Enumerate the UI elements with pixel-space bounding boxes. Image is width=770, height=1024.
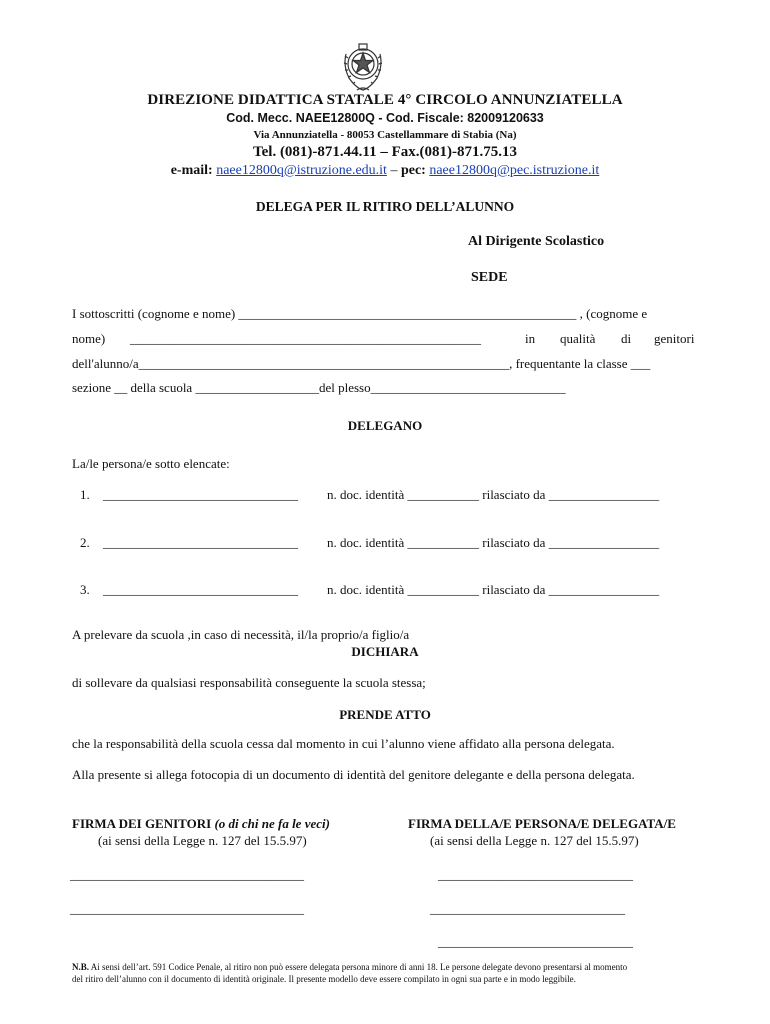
recipient-line2: SEDE xyxy=(471,270,508,285)
email-label: e-mail: xyxy=(170,163,213,178)
body-line2-c: in xyxy=(525,331,536,346)
delegano-heading: DELEGANO xyxy=(347,418,423,433)
person-2-number: 2. xyxy=(80,535,90,550)
republic-emblem-icon xyxy=(340,40,386,94)
body-line2-b: ______________________________________________________ xyxy=(130,331,481,346)
person-3-name: ______________________________ xyxy=(103,582,298,597)
body-line4: sezione __ della scuola ___________________del plesso______________________________ xyxy=(72,380,566,395)
parents-signature-title: FIRMA DEI GENITORI (o di chi ne fa le veci) xyxy=(72,816,330,831)
person-3-number: 3. xyxy=(80,582,90,597)
body-line2-a: nome) xyxy=(72,331,106,346)
pec-label: pec: xyxy=(400,163,426,178)
person-1-doc: n. doc. identità ___________ rilasciato da _________________ xyxy=(327,487,660,502)
parents-signature-sub: (ai sensi della Legge n. 127 del 15.5.97) xyxy=(98,833,307,848)
body-line2-d: qualità xyxy=(560,331,596,346)
allega-text: Alla presente si allega fotocopia di un documento di identità del genitore delegante e della persona delegata. xyxy=(72,767,635,782)
body-line2-e: di xyxy=(621,331,632,346)
delegate-signature-title: FIRMA DELLA/E PERSONA/E DELEGATA/E xyxy=(408,816,676,831)
delegate-signature-line-2: ______________________________ xyxy=(430,901,625,916)
prende-atto-heading: PRENDE ATTO xyxy=(339,707,431,722)
legal-note-label: N.B. xyxy=(72,962,90,972)
legal-note-line1: N.B. Ai sensi dell’art. 591 Codice Penale, al ritiro non può essere delegata persona minore di anni 18. Le persone delegate devono presentarsi al momento xyxy=(72,962,628,972)
delegate-signature-line-1: ______________________________ xyxy=(438,867,633,882)
body-line3: dell'alunno/a_________________________________________________________, frequentante la classe ___ xyxy=(72,356,651,371)
delegate-signature-sub: (ai sensi della Legge n. 127 del 15.5.97) xyxy=(430,833,639,848)
person-1-number: 1. xyxy=(80,487,90,502)
legal-note-line2: del ritiro dell’alunno con il documento di identità originale. Il presente modello deve essere compilato in ogni sua parte e in modo leggibile. xyxy=(72,974,576,984)
school-email-line: e-mail: naee12800q@istruzione.edu.it – pec: naee12800q@pec.istruzione.it xyxy=(170,163,600,178)
body-line2-f: genitori xyxy=(654,331,695,346)
recipient-line1: Al Dirigente Scolastico xyxy=(468,234,605,249)
pec-link[interactable]: naee12800q@pec.istruzione.it xyxy=(429,163,600,178)
school-phone: Tel. (081)-871.44.11 – Fax.(081)-871.75.13 xyxy=(252,144,517,160)
person-1-name: ______________________________ xyxy=(103,487,298,502)
school-address: Via Annunziatella - 80053 Castellammare di Stabia (Na) xyxy=(253,129,517,141)
person-2-name: ______________________________ xyxy=(103,535,298,550)
document-title: DELEGA PER IL RITIRO DELL’ALUNNO xyxy=(255,199,515,214)
body-line1: I sottoscritti (cognome e nome) ____________________________________________________ , (cognome e xyxy=(72,306,648,321)
person-2-doc: n. doc. identità ___________ rilasciato da _________________ xyxy=(327,535,660,550)
persons-intro: La/le persona/e sotto elencate: xyxy=(72,456,230,471)
delegate-signature-line-3: ______________________________ xyxy=(438,934,633,949)
prelevare-text: A prelevare da scuola ,in caso di necessità, il/la proprio/a figlio/a xyxy=(72,627,410,642)
dichiara-heading: DICHIARA xyxy=(351,644,419,659)
dichiara-text: di sollevare da qualsiasi responsabilità conseguente la scuola stessa; xyxy=(72,675,426,690)
email-link[interactable]: naee12800q@istruzione.edu.it xyxy=(216,163,387,178)
person-3-doc: n. doc. identità ___________ rilasciato da _________________ xyxy=(327,582,660,597)
parents-signature-title-italic: (o di chi ne fa le veci) xyxy=(214,816,330,831)
prende-atto-text: che la responsabilità della scuola cessa dal momento in cui l’alunno viene affidato alla persona delegata. xyxy=(72,736,615,751)
parent-signature-line-1: ____________________________________ xyxy=(70,867,304,882)
parent-signature-line-2: ____________________________________ xyxy=(70,901,304,916)
school-name: DIREZIONE DIDATTICA STATALE 4° CIRCOLO ANNUNZIATELLA xyxy=(147,92,623,108)
school-codes: Cod. Mecc. NAEE12800Q - Cod. Fiscale: 82009120633 xyxy=(226,111,544,125)
